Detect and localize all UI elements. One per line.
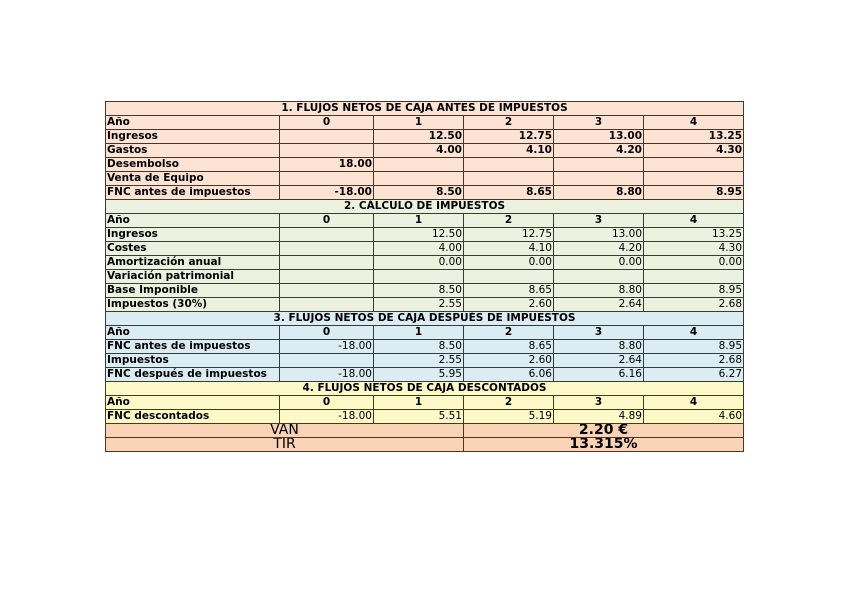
value-cell (464, 172, 554, 186)
value-cell: 8.65 (464, 284, 554, 298)
value-cell: 4.30 (644, 144, 744, 158)
value-cell (280, 298, 374, 312)
value-cell: 5.19 (464, 410, 554, 424)
value-cell: 4.20 (554, 144, 644, 158)
year-header: 4 (644, 326, 744, 340)
year-header: 0 (280, 214, 374, 228)
year-header: 4 (644, 396, 744, 410)
section-title: 2. CÁLCULO DE IMPUESTOS (106, 200, 744, 214)
s3-title-row (106, 312, 744, 326)
year-header: 0 (280, 396, 374, 410)
year-label: Año (106, 116, 280, 130)
year-header: 2 (464, 396, 554, 410)
year-header: 2 (464, 214, 554, 228)
value-cell: 13.00 (554, 228, 644, 242)
value-cell: 12.75 (464, 228, 554, 242)
section-title: 3. FLUJOS NETOS DE CAJA DESPUÉS DE IMPUESTOS (106, 312, 744, 326)
year-header: 0 (280, 116, 374, 130)
section-title: 4. FLUJOS NETOS DE CAJA DESCONTADOS (106, 382, 744, 396)
s4-title-row (106, 382, 744, 396)
value-cell: 6.06 (464, 368, 554, 382)
value-cell: 2.55 (374, 298, 464, 312)
value-cell (464, 158, 554, 172)
table-row (106, 340, 744, 354)
table-row (106, 270, 744, 284)
table-row (106, 368, 744, 382)
year-header: 3 (554, 214, 644, 228)
year-header: 1 (374, 214, 464, 228)
row-label: Venta de Equipo (106, 172, 280, 186)
value-cell: 4.00 (374, 144, 464, 158)
table-row (106, 298, 744, 312)
s3-header-row (106, 326, 744, 340)
s2-title-row (106, 200, 744, 214)
s2-header-row (106, 214, 744, 228)
value-cell (374, 158, 464, 172)
year-label: Año (106, 326, 280, 340)
year-header: 1 (374, 116, 464, 130)
table-row (106, 172, 744, 186)
year-header: 0 (280, 326, 374, 340)
value-cell (644, 270, 744, 284)
value-cell (644, 172, 744, 186)
row-label: Impuestos (106, 354, 280, 368)
tir-value: 13.315% (464, 438, 744, 452)
value-cell: 5.95 (374, 368, 464, 382)
value-cell: 18.00 (280, 158, 374, 172)
value-cell: 0.00 (464, 256, 554, 270)
value-cell: -18.00 (280, 368, 374, 382)
value-cell: 8.50 (374, 186, 464, 200)
row-label: Costes (106, 242, 280, 256)
value-cell (554, 270, 644, 284)
value-cell: 8.65 (464, 186, 554, 200)
value-cell: -18.00 (280, 186, 374, 200)
table-row (106, 130, 744, 144)
value-cell: 0.00 (554, 256, 644, 270)
value-cell: 4.30 (644, 242, 744, 256)
value-cell: 8.50 (374, 284, 464, 298)
year-header: 4 (644, 116, 744, 130)
van-label: VAN (106, 424, 464, 438)
year-header: 2 (464, 326, 554, 340)
year-header: 3 (554, 396, 644, 410)
table-row (106, 242, 744, 256)
row-label: Ingresos (106, 130, 280, 144)
van-result-row (106, 424, 744, 438)
row-label: Variación patrimonial (106, 270, 280, 284)
value-cell: 0.00 (644, 256, 744, 270)
year-header: 4 (644, 214, 744, 228)
value-cell: 8.80 (554, 186, 644, 200)
table-row (106, 186, 744, 200)
value-cell (644, 158, 744, 172)
value-cell: 4.60 (644, 410, 744, 424)
row-label: FNC después de impuestos (106, 368, 280, 382)
value-cell (374, 270, 464, 284)
value-cell: 8.80 (554, 340, 644, 354)
value-cell: 12.50 (374, 228, 464, 242)
table-row (106, 228, 744, 242)
year-header: 3 (554, 326, 644, 340)
table-row (106, 158, 744, 172)
year-header: 1 (374, 326, 464, 340)
table-row (106, 144, 744, 158)
row-label: FNC descontados (106, 410, 280, 424)
value-cell (280, 270, 374, 284)
value-cell: 8.50 (374, 340, 464, 354)
value-cell: 2.68 (644, 354, 744, 368)
value-cell: 4.20 (554, 242, 644, 256)
value-cell: 13.00 (554, 130, 644, 144)
year-label: Año (106, 214, 280, 228)
value-cell: 8.95 (644, 186, 744, 200)
row-label: Amortización anual (106, 256, 280, 270)
table-row (106, 354, 744, 368)
value-cell: 0.00 (374, 256, 464, 270)
value-cell: -18.00 (280, 410, 374, 424)
value-cell: 2.60 (464, 298, 554, 312)
van-value: 2.20 € (464, 424, 744, 438)
value-cell: 13.25 (644, 130, 744, 144)
section-title: 1. FLUJOS NETOS DE CAJA ANTES DE IMPUESTOS (106, 102, 744, 116)
table-row (106, 256, 744, 270)
value-cell: 6.27 (644, 368, 744, 382)
value-cell (280, 144, 374, 158)
value-cell (280, 256, 374, 270)
value-cell (280, 130, 374, 144)
value-cell (280, 228, 374, 242)
value-cell (374, 172, 464, 186)
value-cell: 2.64 (554, 354, 644, 368)
year-header: 1 (374, 396, 464, 410)
value-cell: -18.00 (280, 340, 374, 354)
row-label: FNC antes de impuestos (106, 340, 280, 354)
value-cell: 4.00 (374, 242, 464, 256)
s4-header-row (106, 396, 744, 410)
value-cell: 5.51 (374, 410, 464, 424)
year-header: 2 (464, 116, 554, 130)
value-cell: 6.16 (554, 368, 644, 382)
tir-label: TIR (106, 438, 464, 452)
s1-title-row (106, 102, 744, 116)
s1-header-row (106, 116, 744, 130)
value-cell: 8.65 (464, 340, 554, 354)
value-cell: 8.80 (554, 284, 644, 298)
value-cell: 2.60 (464, 354, 554, 368)
row-label: Gastos (106, 144, 280, 158)
value-cell (280, 284, 374, 298)
value-cell: 13.25 (644, 228, 744, 242)
value-cell: 4.10 (464, 242, 554, 256)
value-cell: 2.55 (374, 354, 464, 368)
value-cell: 8.95 (644, 340, 744, 354)
value-cell: 4.89 (554, 410, 644, 424)
year-label: Año (106, 396, 280, 410)
value-cell: 4.10 (464, 144, 554, 158)
table-row (106, 410, 744, 424)
value-cell: 2.68 (644, 298, 744, 312)
row-label: Ingresos (106, 228, 280, 242)
tir-result-row (106, 438, 744, 452)
value-cell (280, 172, 374, 186)
value-cell (554, 158, 644, 172)
row-label: Impuestos (30%) (106, 298, 280, 312)
cash-flow-table (105, 101, 744, 452)
row-label: Base Imponible (106, 284, 280, 298)
row-label: FNC antes de impuestos (106, 186, 280, 200)
year-header: 3 (554, 116, 644, 130)
value-cell: 12.75 (464, 130, 554, 144)
value-cell: 8.95 (644, 284, 744, 298)
row-label: Desembolso (106, 158, 280, 172)
value-cell: 2.64 (554, 298, 644, 312)
value-cell (464, 270, 554, 284)
value-cell (554, 172, 644, 186)
value-cell (280, 242, 374, 256)
value-cell: 12.50 (374, 130, 464, 144)
value-cell (280, 354, 374, 368)
table-row (106, 284, 744, 298)
